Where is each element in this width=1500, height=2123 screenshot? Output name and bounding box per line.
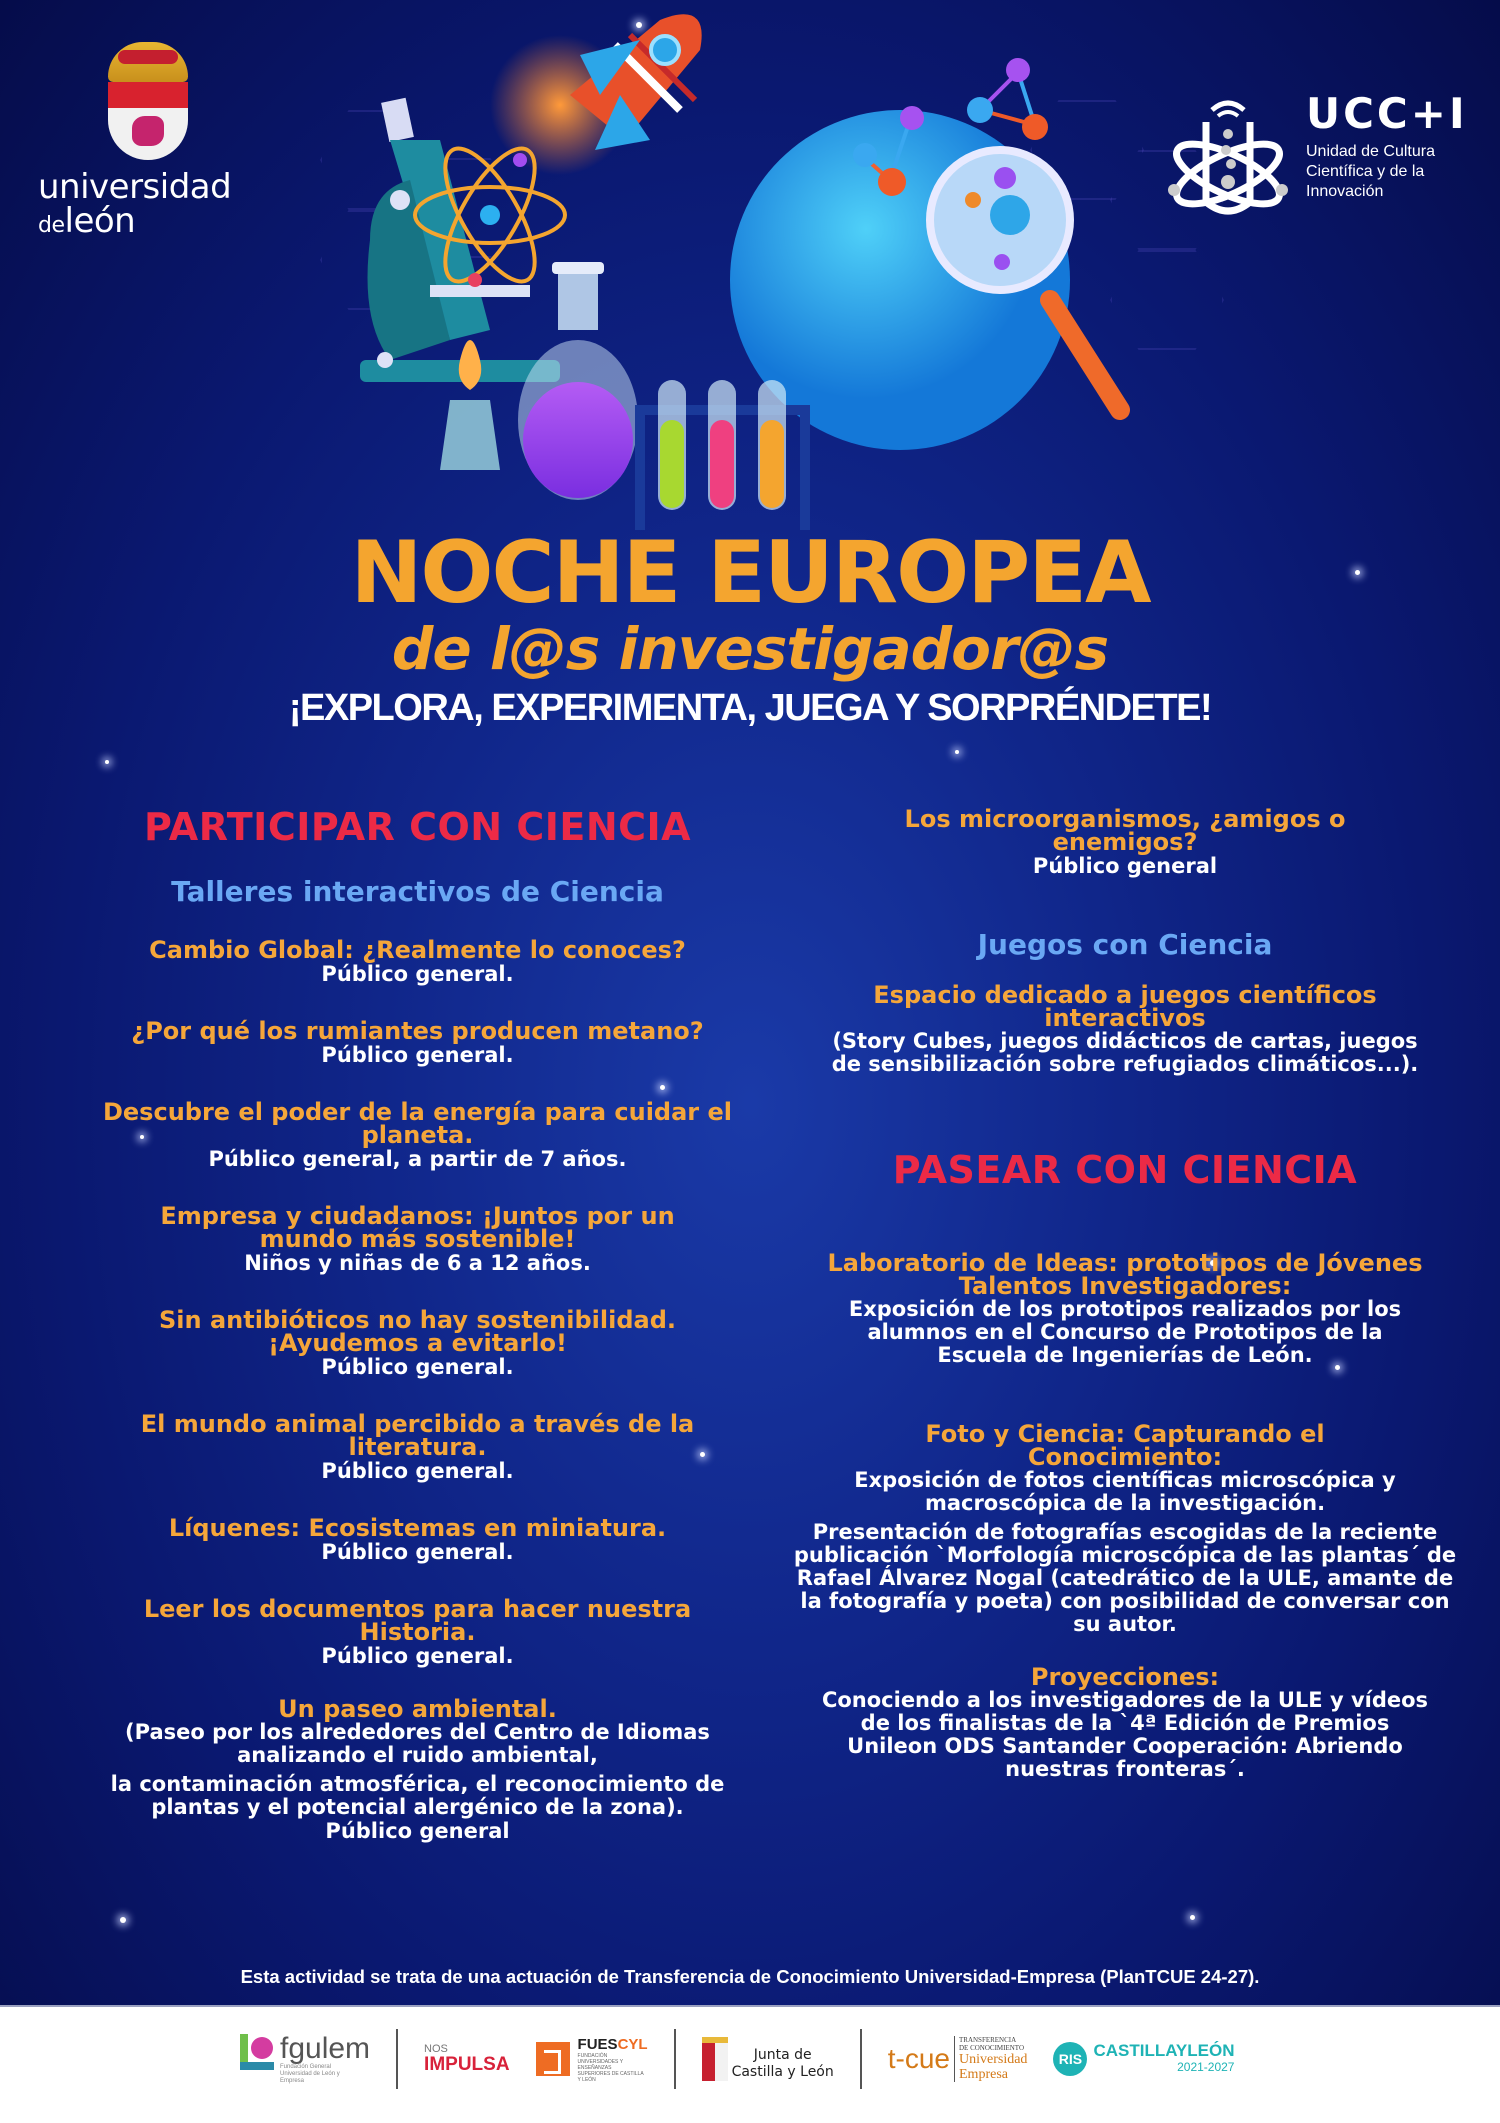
activity-item: Espacio dedicado a juegos científicos interactivos (Story Cubes, juegos didácticos de cartas, juegos de sensibilización sobre refugiados climáticos...). — [831, 981, 1419, 1076]
divider — [396, 2029, 398, 2089]
funding-note: Esta actividad se trata de una actuación de Transferencia de Conocimiento Universidad-Empresa (PlanTCUE 24-27). — [240, 1966, 1260, 1987]
ucci-subtitle: Unidad de Cultura Científica y de la Innovación — [1306, 143, 1435, 200]
rocket-icon — [490, 14, 702, 175]
university-name: universidad deleón — [38, 167, 232, 241]
test-tubes-icon — [635, 380, 810, 530]
star-decoration — [105, 760, 109, 764]
star-decoration — [955, 750, 959, 754]
activity-item: Laboratorio de Ideas: prototipos de Jóvenes Talentos Investigadores: Exposición de los prototipos realizados por los alumnos en el Concurso de Prototipos de la Escuela de Ingenierías de León. — [827, 1249, 1423, 1367]
activity-item: Cambio Global: ¿Realmente lo conoces? Público general. — [149, 936, 686, 986]
subsection-title: Talleres interactivos de Ciencia — [171, 875, 664, 908]
castilla-leon-shield-icon — [702, 2037, 728, 2081]
event-subtitle: de l@s investigador@s — [391, 615, 1109, 683]
participar-con-ciencia-column — [90, 805, 745, 1843]
activity-item: ¿Por qué los rumiantes producen metano? Público general. — [131, 1017, 704, 1067]
fuescyl-logo: FUESCYL FUNDACIÓN UNIVERSIDADES Y ENSEÑANZAS SUPERIORES DE CASTILLA Y LEÓN — [536, 2036, 648, 2083]
coat-of-arms-icon — [108, 42, 188, 160]
ris3-castilla-leon-logo: RIS CASTILLAYLEÓN 2021-2027 — [1053, 2042, 1234, 2076]
activity-item: Líquenes: Ecosistemas en miniatura. Público general. — [168, 1514, 667, 1564]
activity-item: Un paseo ambiental. (Paseo por los alrededores del Centro de Idiomas analizando el ruido ambiental, la contaminación atmosférica, el reconocimiento de plantas y el potencial alergénico de la zona). Público general — [110, 1695, 725, 1843]
activity-item: Foto y Ciencia: Capturando el Conocimiento: Exposición de fotos científicas microscópica y macroscópica de la investigación. Presentación de fotografías escogidas de la reciente publicación `Morfología microscópica de las plantas´ de Rafael Álvarez Nogal (catedrático de la ULE, amante de la fotografía y poeta) con posibilidad de conversar con su autor. — [793, 1420, 1457, 1636]
junta-castilla-leon-logo: Junta de Castilla y León — [702, 2037, 834, 2081]
nos-impulsa-logo: NOS IMPULSA — [424, 2043, 510, 2075]
divider — [674, 2029, 676, 2089]
subsection-title: Juegos con Ciencia — [977, 928, 1273, 961]
star-decoration — [1190, 1915, 1195, 1920]
ucci-title: UCC+I — [1306, 89, 1468, 138]
ucci-logo — [1168, 89, 1468, 222]
activity-item: Descubre el poder de la energía para cuidar el planeta. Público general, a partir de 7 años. — [102, 1098, 732, 1171]
fuescyl-mark-icon — [536, 2042, 570, 2076]
activity-item: Proyecciones: Conociendo a los investigadores de la ULE y vídeos de los finalistas de la `4ª Edición de Premios Unileon ODS Santander Cooperación: Abriendo nuestras fronteras´. — [821, 1663, 1429, 1781]
activity-item: El mundo animal percibido a través de la literatura. Público general. — [140, 1410, 695, 1483]
ris3-badge-icon: RIS — [1053, 2042, 1087, 2076]
section-title: PARTICIPAR CON CIENCIA — [143, 805, 692, 849]
section-title: PASEAR CON CIENCIA — [892, 1148, 1358, 1192]
activity-item: Empresa y ciudadanos: ¡Juntos por un mundo más sostenible! Niños y niñas de 6 a 12 años. — [160, 1202, 675, 1275]
event-title: NOCHE EUROPEA — [350, 523, 1150, 623]
star-decoration — [120, 1917, 126, 1923]
tcue-logo: t-cue TRANSFERENCIA DE CONOCIMIENTO Universidad Empresa — [887, 2036, 1028, 2082]
activity-item: Los microorganismos, ¿amigos o enemigos? Público general — [904, 805, 1346, 878]
fgulem-mark-icon — [240, 2034, 276, 2074]
science-illustration — [330, 0, 1210, 530]
activity-item: Sin antibióticos no hay sostenibilidad. ¡Ayudemos a evitarlo! Público general. — [158, 1306, 676, 1379]
event-tagline: ¡EXPLORA, EXPERIMENTA, JUEGA Y SORPRÉNDETE! — [288, 687, 1212, 729]
universidad-leon-logo — [38, 42, 258, 243]
divider — [860, 2029, 862, 2089]
sponsor-footer — [0, 2005, 1500, 2123]
flask-icon — [518, 262, 638, 500]
right-column — [790, 805, 1460, 1781]
bunsen-burner-icon — [440, 340, 500, 470]
activity-item: Leer los documentos para hacer nuestra Historia. Público general. — [143, 1595, 692, 1668]
fgulem-logo: fgulem Fundación General Universidad de León y Empresa — [240, 2034, 370, 2085]
